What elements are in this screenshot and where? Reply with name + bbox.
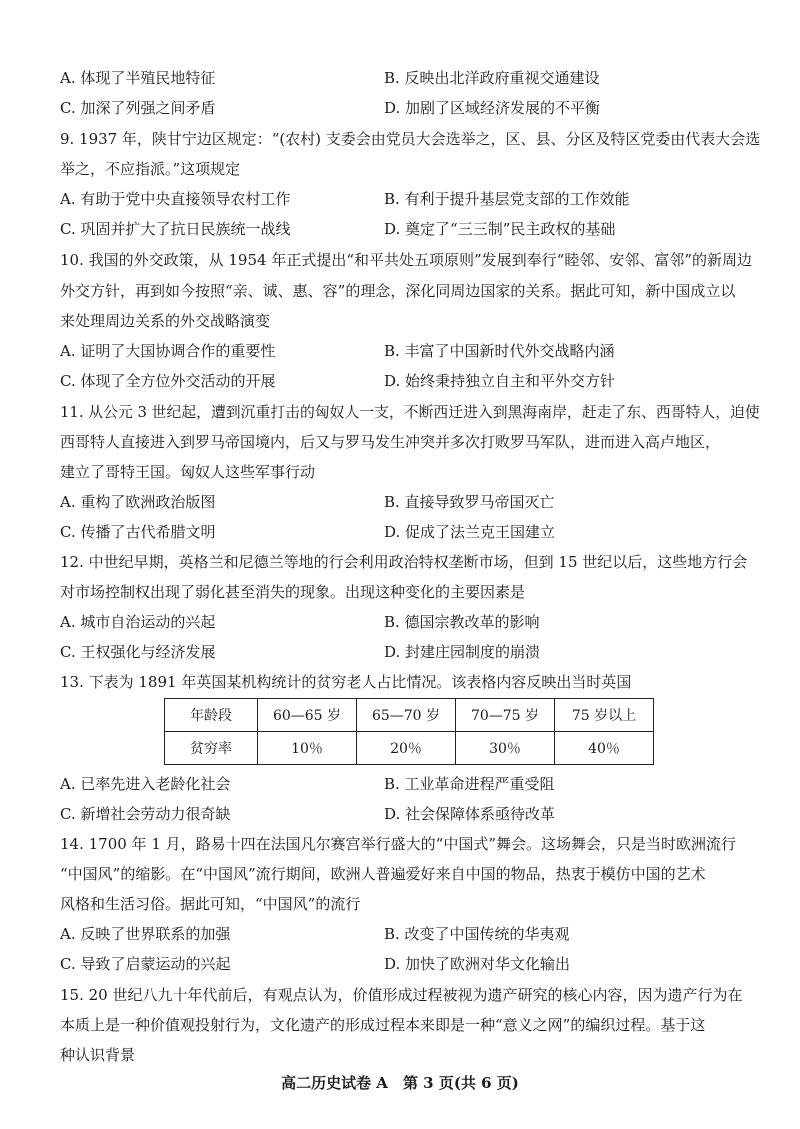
q9-option-d: D. 奠定了“三三制”民主政权的基础 xyxy=(384,220,616,238)
q14-option-b: B. 改变了中国传统的华夷观 xyxy=(384,925,570,943)
q15-stem-line-2: 本质上是一种价值观投射行为，文化遗产的形成过程本来即是一种“意义之网”的编织过程。基于这 xyxy=(60,1016,706,1034)
q8-option-b: B. 反映出北洋政府重视交通建设 xyxy=(384,69,600,87)
table-cell: 30％ xyxy=(456,732,555,765)
table-cell: 65—70 岁 xyxy=(357,699,456,732)
table-cell: 60—65 岁 xyxy=(258,699,357,732)
q12-option-c: C. 王权强化与经济发展 xyxy=(60,643,216,661)
q12-option-d: D. 封建庄园制度的崩溃 xyxy=(384,643,541,661)
q14-stem-line-2: “中国风”的缩影。在“中国风”流行期间，欧洲人普遍爱好来自中国的物品，热衷于模仿中国的艺术 xyxy=(60,865,706,883)
table-row xyxy=(165,732,654,765)
q10-stem-line-3: 来处理周边关系的外交战略演变 xyxy=(60,312,271,330)
poverty-rate-table xyxy=(164,698,654,765)
q13-option-b: B. 工业革命进程严重受阻 xyxy=(384,775,555,793)
q12-option-a: A. 城市自治运动的兴起 xyxy=(60,613,216,631)
q9-option-c: C. 巩固并扩大了抗日民族统一战线 xyxy=(60,220,291,238)
q11-option-b: B. 直接导致罗马帝国灭亡 xyxy=(384,493,555,511)
q10-stem-line-2: 外交方针，再到如今按照“亲、诚、惠、容”的理念，深化同周边国家的关系。据此可知，新中国成立以 xyxy=(60,282,736,300)
q14-option-a: A. 反映了世界联系的加强 xyxy=(60,925,231,943)
table-cell: 75 岁以上 xyxy=(555,699,654,732)
page-footer: 高二历史试卷 A 第 3 页(共 6 页) xyxy=(281,1074,519,1092)
q13-option-c: C. 新增社会劳动力很奇缺 xyxy=(60,805,231,823)
q10-option-b: B. 丰富了中国新时代外交战略内涵 xyxy=(384,342,615,360)
q14-option-c: C. 导致了启蒙运动的兴起 xyxy=(60,955,231,973)
table-header-label: 年龄段 xyxy=(165,699,258,732)
table-cell: 70—75 岁 xyxy=(456,699,555,732)
q13-option-a: A. 已率先进入老龄化社会 xyxy=(60,775,231,793)
q14-stem-line-3: 风格和生活习俗。据此可知，“中国风”的流行 xyxy=(60,895,361,913)
q8-option-d: D. 加剧了区域经济发展的不平衡 xyxy=(384,99,601,117)
q12-stem-line-1: 12. 中世纪早期，英格兰和尼德兰等地的行会利用政治特权垄断市场，但到 15 世纪以后，这些地方行会 xyxy=(60,553,748,571)
q8-option-a: A. 体现了半殖民地特征 xyxy=(60,69,216,87)
q9-stem-line-1: 9. 1937 年，陕甘宁边区规定：“(农村) 支委会由党员大会选举之，区、县、分区及特区党委由代表大会选 xyxy=(60,130,761,148)
q12-option-b: B. 德国宗教改革的影响 xyxy=(384,613,540,631)
q14-stem-line-1: 14. 1700 年 1 月，路易十四在法国凡尔赛宫举行盛大的“中国式”舞会。这场舞会，只是当时欧洲流行 xyxy=(60,835,736,853)
table-row xyxy=(165,699,654,732)
q13-stem-line-1: 13. 下表为 1891 年英国某机构统计的贫穷老人占比情况。该表格内容反映出当时英国 xyxy=(60,673,632,691)
q11-stem-line-3: 建立了哥特王国。匈奴人这些军事行动 xyxy=(60,463,316,481)
table-cell: 40％ xyxy=(555,732,654,765)
q10-option-a: A. 证明了大国协调合作的重要性 xyxy=(60,342,276,360)
q11-stem-line-1: 11. 从公元 3 世纪起，遭到沉重打击的匈奴人一支，不断西迁进入到黑海南岸，赶走了东、西哥特人，迫使 xyxy=(60,403,760,421)
table-cell: 20％ xyxy=(357,732,456,765)
q12-stem-line-2: 对市场控制权出现了弱化甚至消失的现象。出现这种变化的主要因素是 xyxy=(60,583,526,601)
q13-option-d: D. 社会保障体系亟待改革 xyxy=(384,805,556,823)
q15-stem-line-1: 15. 20 世纪八九十年代前后，有观点认为，价值形成过程被视为遗产研究的核心内容，因为遗产行为在 xyxy=(60,986,743,1004)
q11-option-c: C. 传播了古代希腊文明 xyxy=(60,523,216,541)
q9-option-a: A. 有助于党中央直接领导农村工作 xyxy=(60,190,291,208)
q14-option-d: D. 加快了欧洲对华文化输出 xyxy=(384,955,571,973)
q11-option-d: D. 促成了法兰克王国建立 xyxy=(384,523,556,541)
q10-stem-line-1: 10. 我国的外交政策，从 1954 年正式提出“和平共处五项原则”发展到奉行“睦邻、安邻、富邻”的新周边 xyxy=(60,251,753,269)
q10-option-d: D. 始终秉持独立自主和平外交方针 xyxy=(384,372,616,390)
q9-stem-line-2: 举之，不应指派。”这项规定 xyxy=(60,160,241,178)
q8-option-c: C. 加深了列强之间矛盾 xyxy=(60,99,216,117)
q11-stem-line-2: 西哥特人直接进入到罗马帝国境内，后又与罗马发生冲突并多次打败罗马军队，进而进入高卢地区， xyxy=(60,433,721,451)
table-row-label: 贫穷率 xyxy=(165,732,258,765)
q15-stem-line-3: 种认识背景 xyxy=(60,1046,136,1064)
table-cell: 10％ xyxy=(258,732,357,765)
q10-option-c: C. 体现了全方位外交活动的开展 xyxy=(60,372,276,390)
q11-option-a: A. 重构了欧洲政治版图 xyxy=(60,493,216,511)
q9-option-b: B. 有利于提升基层党支部的工作效能 xyxy=(384,190,630,208)
